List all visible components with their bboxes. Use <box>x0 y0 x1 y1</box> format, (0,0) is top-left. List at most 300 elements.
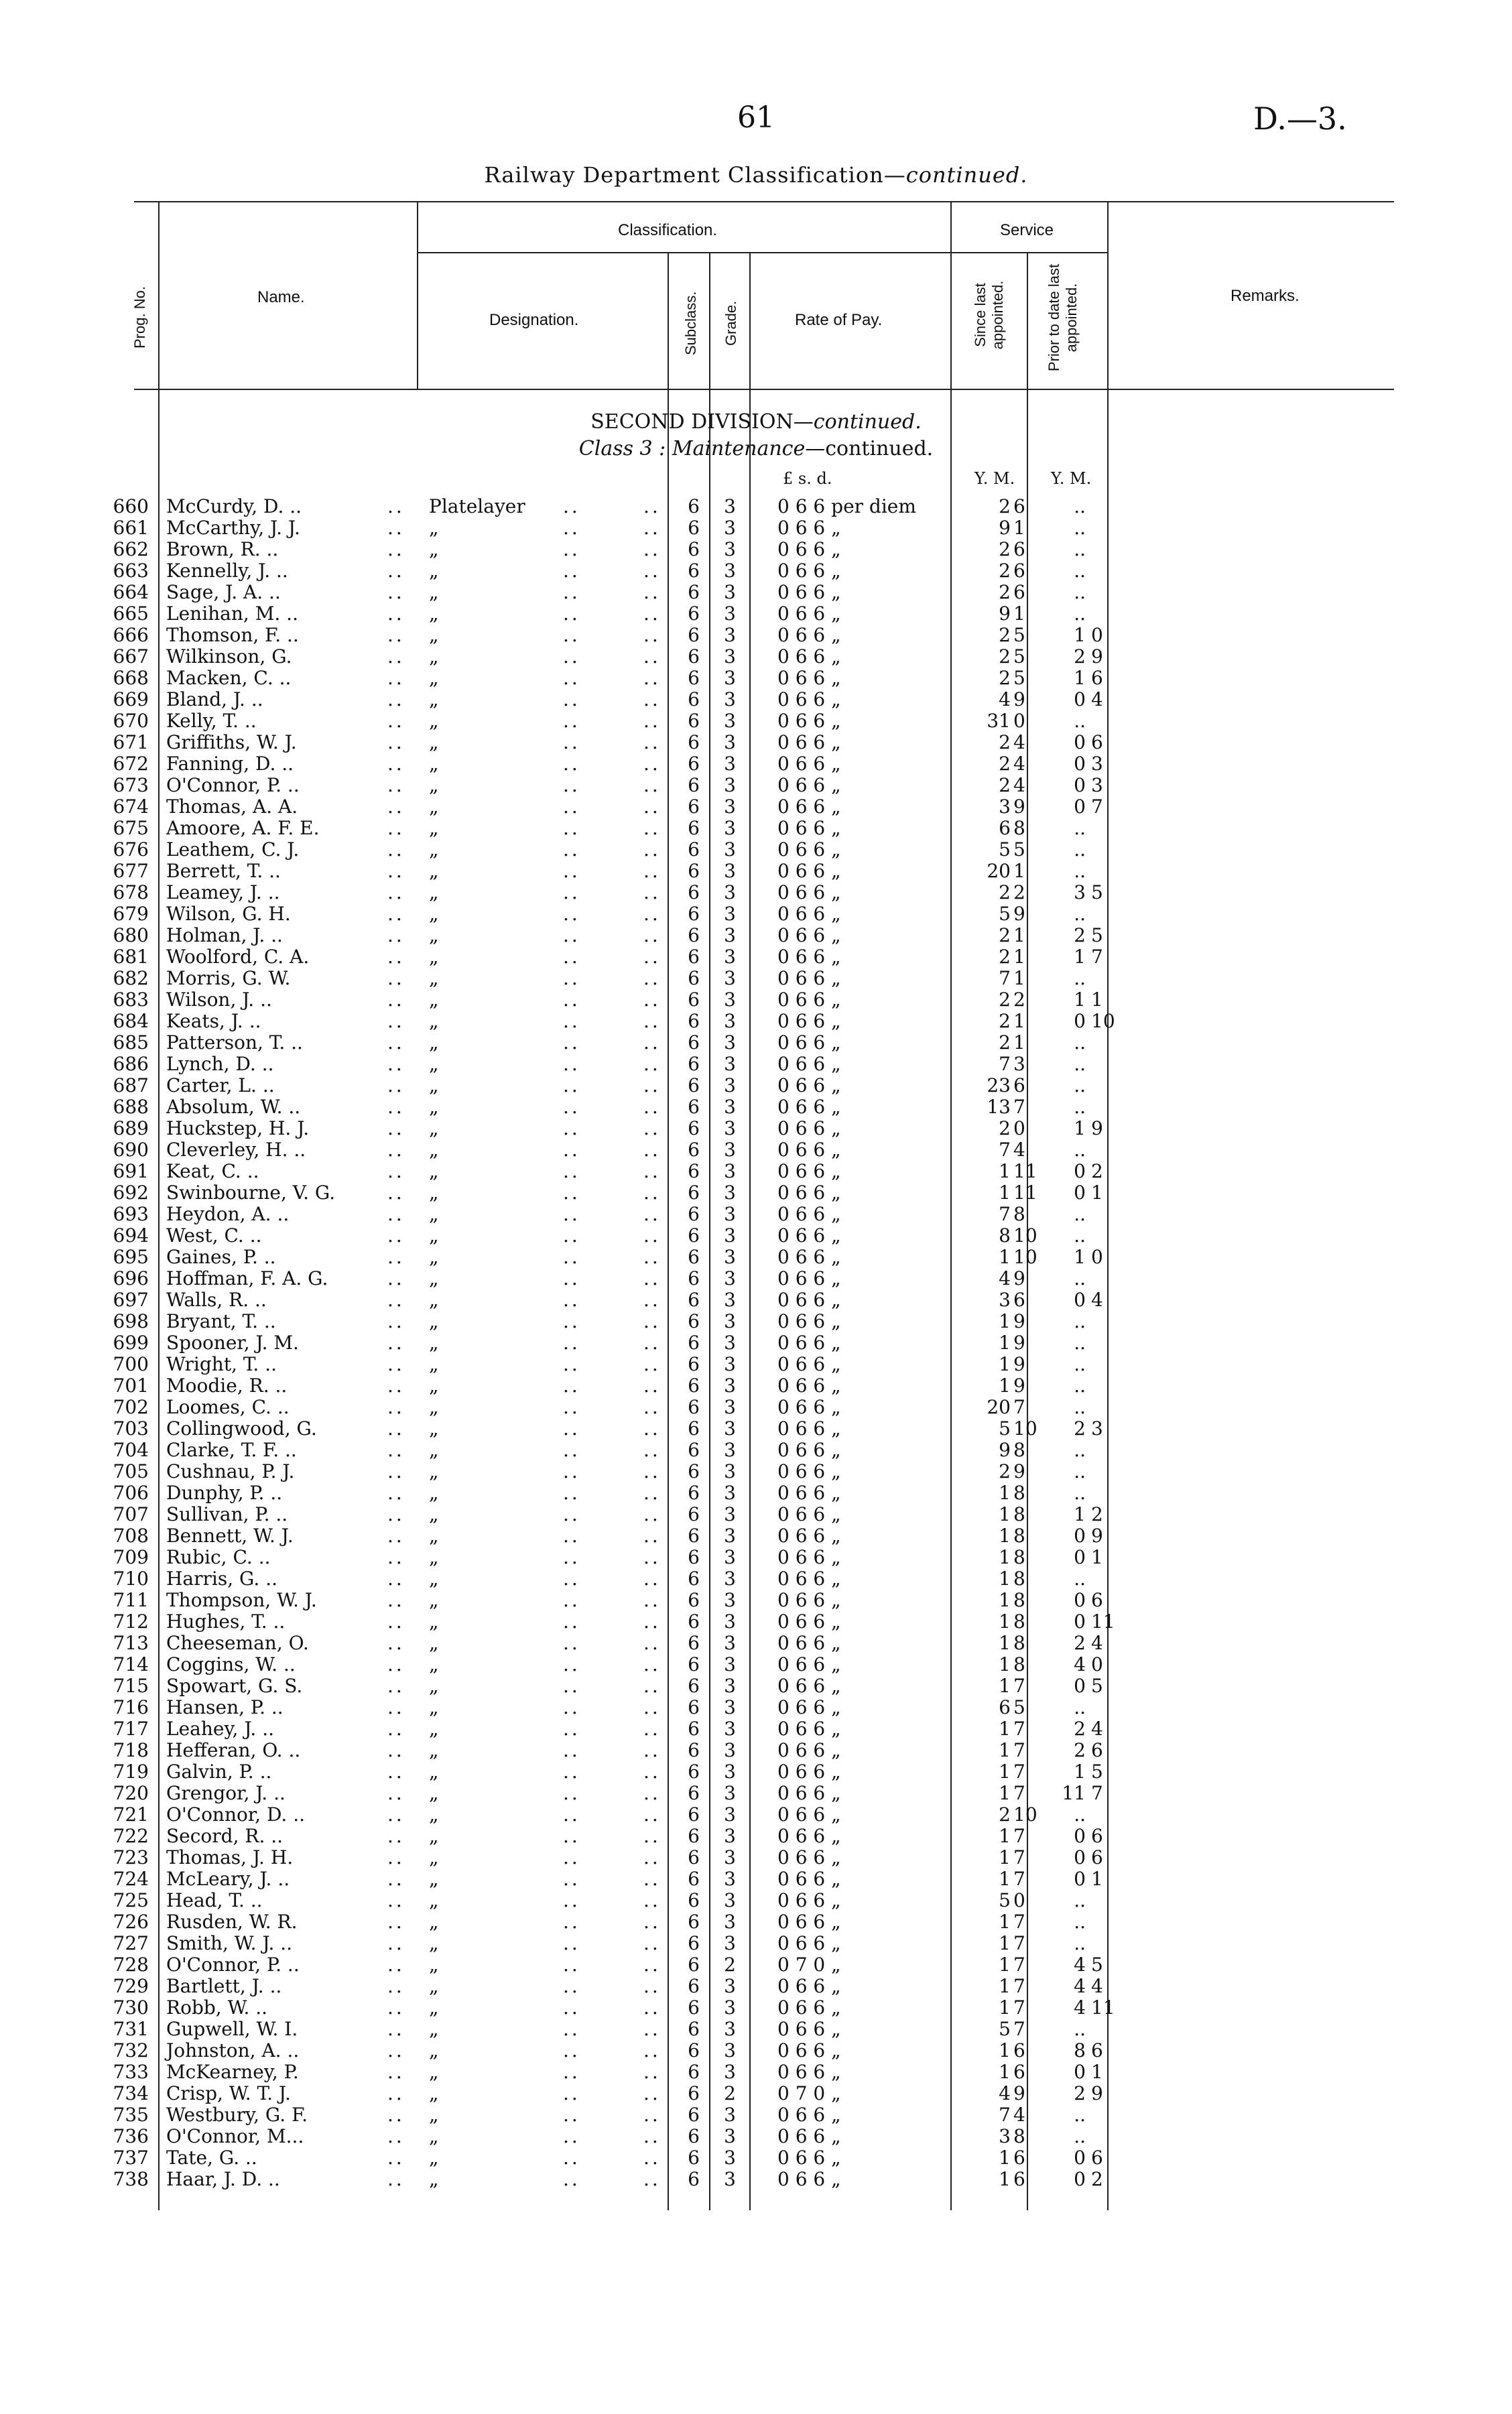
table-row <box>0 646 1512 668</box>
table-row <box>0 1375 1512 1397</box>
leader-dots: .. <box>563 1053 580 1075</box>
table-row <box>0 2083 1512 2104</box>
leader-dots: .. <box>643 1782 661 1804</box>
leader-dots: .. <box>387 1632 405 1654</box>
service-since-years: 1 <box>999 1782 1011 1804</box>
employee-name: O'Connor, D. .. <box>166 1803 306 1826</box>
grade: 3 <box>724 1610 736 1633</box>
leader-dots: .. <box>643 1010 661 1032</box>
employee-name: Coggins, W. .. <box>166 1653 296 1675</box>
employee-name: Thomas, A. A. <box>166 796 298 818</box>
table-row <box>0 1289 1512 1311</box>
leader-dots: .. <box>563 1954 580 1976</box>
leader-dots: .. <box>563 1203 580 1225</box>
service-since-months: 9 <box>1013 1460 1025 1482</box>
table-row <box>0 1654 1512 1675</box>
leader-dots: .. <box>643 1246 661 1268</box>
table-top-rule <box>134 201 1394 202</box>
rate-of-pay: 0 6 6 „ <box>777 1010 841 1032</box>
designation: „ <box>429 967 439 989</box>
employee-name: McCurdy, D. .. <box>166 495 302 517</box>
leader-dots: .. <box>563 1975 580 1997</box>
service-since-years: 4 <box>999 1267 1011 1289</box>
prog-no: 670 <box>113 710 149 732</box>
grade: 3 <box>724 817 736 839</box>
service-prior-years: .. <box>1074 1310 1086 1332</box>
subclass: 6 <box>688 946 700 968</box>
table-row <box>0 1204 1512 1225</box>
table-row <box>0 2019 1512 2040</box>
rate-of-pay: 0 6 6 „ <box>777 517 841 539</box>
leader-dots: .. <box>563 2168 580 2190</box>
service-prior-years: 0 <box>1074 1010 1086 1032</box>
subclass: 6 <box>688 581 700 603</box>
service-prior-years: .. <box>1074 1053 1086 1075</box>
service-prior-months: 1 <box>1091 2061 1103 2083</box>
table-row <box>0 1547 1512 1568</box>
employee-name: Haar, J. D. .. <box>166 2168 280 2190</box>
service-since-months: 8 <box>1013 2125 1025 2147</box>
subclass: 6 <box>688 645 700 668</box>
table-row <box>0 946 1512 968</box>
service-prior-months: 3 <box>1091 1417 1103 1440</box>
service-since-years: 1 <box>999 1568 1011 1590</box>
service-since-years: 1 <box>999 1482 1011 1504</box>
employee-name: Absolum, W. .. <box>166 1096 301 1118</box>
employee-name: Woolford, C. A. <box>166 946 310 968</box>
employee-name: Leathem, C. J. <box>166 838 300 861</box>
leader-dots: .. <box>563 1803 580 1826</box>
service-prior-months: 2 <box>1091 2168 1103 2190</box>
employee-name: Robb, W. .. <box>166 1996 268 2019</box>
service-prior-months: 9 <box>1091 2082 1103 2104</box>
table-row <box>0 1332 1512 1354</box>
subclass: 6 <box>688 774 700 796</box>
service-prior-years: 0 <box>1074 1160 1086 1182</box>
employee-name: Hansen, P. .. <box>166 1696 284 1718</box>
service-prior-months: 4 <box>1091 1289 1103 1311</box>
service-since-years: 7 <box>999 1053 1011 1075</box>
subclass: 6 <box>688 710 700 732</box>
prog-no: 683 <box>113 989 149 1011</box>
service-since-months: 7 <box>1013 1846 1025 1868</box>
rate-of-pay: 0 6 6 „ <box>777 538 841 560</box>
service-prior-years: 4 <box>1074 1996 1086 2019</box>
service-prior-years: 2 <box>1074 1632 1086 1654</box>
designation: „ <box>429 1932 439 1954</box>
leader-dots: .. <box>643 1696 661 1718</box>
leader-dots: .. <box>643 2147 661 2169</box>
service-since-years: 1 <box>999 1954 1011 1976</box>
service-since-months: 7 <box>1013 1396 1025 1418</box>
prog-no: 678 <box>113 881 149 903</box>
grade: 3 <box>724 1203 736 1225</box>
service-since-years: 2 <box>999 581 1011 603</box>
employee-name: Smith, W. J. .. <box>166 1932 293 1954</box>
service-since-years: 1 <box>999 1911 1011 1933</box>
service-prior-months: 7 <box>1091 796 1103 818</box>
table-row <box>0 1397 1512 1418</box>
header-prog-no: Prog. No. <box>131 286 148 348</box>
service-since-months: 8 <box>1013 1589 1025 1611</box>
table-row <box>0 1482 1512 1504</box>
class-continued: —continued. <box>805 437 934 460</box>
table-row <box>0 839 1512 861</box>
prog-no: 738 <box>113 2168 149 2190</box>
grade: 3 <box>724 560 736 582</box>
designation: „ <box>429 1096 439 1118</box>
table-row <box>0 1826 1512 1847</box>
designation: „ <box>429 1868 439 1890</box>
grade: 3 <box>724 1782 736 1804</box>
leader-dots: .. <box>643 1610 661 1633</box>
service-since-months: 6 <box>1013 495 1025 517</box>
service-prior-years: 2 <box>1074 645 1086 668</box>
leader-dots: .. <box>387 1482 405 1504</box>
service-since-months: 7 <box>1013 1911 1025 1933</box>
service-since-years: 1 <box>999 2039 1011 2061</box>
grade: 3 <box>724 1761 736 1783</box>
service-prior-months: 3 <box>1091 753 1103 775</box>
leader-dots: .. <box>563 1139 580 1161</box>
subclass: 6 <box>688 1460 700 1482</box>
grade: 3 <box>724 1117 736 1139</box>
grade: 3 <box>724 1911 736 1933</box>
grade: 3 <box>724 731 736 753</box>
rate-of-pay: 0 6 6 „ <box>777 967 841 989</box>
rate-of-pay: 0 6 6 „ <box>777 1503 841 1525</box>
rate-of-pay: 0 6 6 „ <box>777 1996 841 2019</box>
leader-dots: .. <box>387 1525 405 1547</box>
designation: „ <box>429 1439 439 1461</box>
leader-dots: .. <box>643 1653 661 1675</box>
service-since-months: 1 <box>1013 1010 1025 1032</box>
heading-main: Railway Department Classification— <box>484 162 906 188</box>
service-prior-years: 0 <box>1074 753 1086 775</box>
leader-dots: .. <box>563 1310 580 1332</box>
prog-no: 665 <box>113 602 149 625</box>
service-since-months: 4 <box>1013 753 1025 775</box>
table-row <box>0 2040 1512 2061</box>
subclass: 6 <box>688 1610 700 1633</box>
service-since-months: 5 <box>1013 838 1025 861</box>
designation: „ <box>429 667 439 689</box>
leader-dots: .. <box>643 1417 661 1440</box>
designation: „ <box>429 731 439 753</box>
page-number: 61 <box>737 101 775 135</box>
service-prior-months: 6 <box>1091 1589 1103 1611</box>
leader-dots: .. <box>643 1375 661 1397</box>
subclass: 6 <box>688 881 700 903</box>
table-row <box>0 1075 1512 1096</box>
service-prior-months: 9 <box>1091 645 1103 668</box>
leader-dots: .. <box>563 602 580 625</box>
grade: 3 <box>724 924 736 946</box>
service-prior-years: .. <box>1074 1911 1086 1933</box>
service-prior-months: 2 <box>1091 1160 1103 1182</box>
subclass: 6 <box>688 1975 700 1997</box>
subclass: 6 <box>688 1675 700 1697</box>
subclass: 6 <box>688 860 700 882</box>
employee-name: Cleverley, H. .. <box>166 1139 306 1161</box>
service-prior-years: .. <box>1074 1332 1086 1354</box>
subclass: 6 <box>688 731 700 753</box>
service-prior-years: .. <box>1074 860 1086 882</box>
service-since-months: 8 <box>1013 1439 1025 1461</box>
leader-dots: .. <box>387 1739 405 1761</box>
prog-no: 707 <box>113 1503 149 1525</box>
leader-dots: .. <box>387 967 405 989</box>
service-since-months: 7 <box>1013 1096 1025 1118</box>
table-row <box>0 1954 1512 1976</box>
employee-name: Holman, J. .. <box>166 924 283 946</box>
leader-dots: .. <box>563 1074 580 1096</box>
leader-dots: .. <box>387 1353 405 1375</box>
service-since-months: 4 <box>1013 774 1025 796</box>
prog-no: 727 <box>113 1932 149 1954</box>
service-prior-months: 4 <box>1091 1975 1103 1997</box>
service-prior-months: 11 <box>1091 1996 1115 2019</box>
subclass: 6 <box>688 1353 700 1375</box>
service-prior-years: 0 <box>1074 1825 1086 1847</box>
rate-of-pay: 0 6 6 „ <box>777 1932 841 1954</box>
rate-of-pay: 0 6 6 „ <box>777 688 841 710</box>
leader-dots: .. <box>387 581 405 603</box>
leader-dots: .. <box>643 946 661 968</box>
service-since-years: 1 <box>999 2147 1011 2169</box>
prog-no: 718 <box>113 1739 149 1761</box>
leader-dots: .. <box>563 1417 580 1440</box>
subclass: 6 <box>688 2168 700 2190</box>
grade: 3 <box>724 1675 736 1697</box>
service-since-years: 7 <box>999 967 1011 989</box>
subclass: 6 <box>688 2082 700 2104</box>
service-since-months: 5 <box>1013 645 1025 668</box>
header-grade: Grade. <box>722 300 739 346</box>
designation: „ <box>429 710 439 732</box>
prog-no: 675 <box>113 817 149 839</box>
prog-no: 720 <box>113 1782 149 1804</box>
service-since-months: 8 <box>1013 1482 1025 1504</box>
service-prior-months: 11 <box>1091 1610 1115 1633</box>
leader-dots: .. <box>563 1739 580 1761</box>
leader-dots: .. <box>563 1160 580 1182</box>
rate-of-pay: 0 6 6 „ <box>777 1246 841 1268</box>
subclass: 6 <box>688 1503 700 1525</box>
grade: 3 <box>724 602 736 625</box>
service-since-months: 1 <box>1013 946 1025 968</box>
leader-dots: .. <box>643 774 661 796</box>
employee-name: O'Connor, P. .. <box>166 1954 300 1976</box>
prog-no: 700 <box>113 1353 149 1375</box>
table-row <box>0 517 1512 539</box>
prog-no: 721 <box>113 1803 149 1826</box>
table-row <box>0 1933 1512 1954</box>
table-row <box>0 1611 1512 1633</box>
rate-of-pay: 0 6 6 „ <box>777 989 841 1011</box>
subclass: 6 <box>688 1568 700 1590</box>
grade: 3 <box>724 2039 736 2061</box>
prog-no: 669 <box>113 688 149 710</box>
leader-dots: .. <box>387 645 405 668</box>
employee-name: McLeary, J. .. <box>166 1868 290 1890</box>
table-row <box>0 1847 1512 1868</box>
table-row <box>0 796 1512 818</box>
grade: 2 <box>724 1954 736 1976</box>
subclass: 6 <box>688 753 700 775</box>
rate-of-pay: 0 6 6 „ <box>777 753 841 775</box>
leader-dots: .. <box>563 1117 580 1139</box>
leader-dots: .. <box>563 2039 580 2061</box>
prog-no: 728 <box>113 1954 149 1976</box>
subclass: 6 <box>688 2104 700 2126</box>
service-since-years: 1 <box>999 1739 1011 1761</box>
leader-dots: .. <box>643 1568 661 1590</box>
subclass: 6 <box>688 1696 700 1718</box>
rate-of-pay: 0 6 6 „ <box>777 1825 841 1847</box>
grade: 3 <box>724 1375 736 1397</box>
subclass: 6 <box>688 2018 700 2040</box>
service-since-months: 7 <box>1013 1761 1025 1783</box>
rate-of-pay: 0 6 6 „ <box>777 1396 841 1418</box>
designation: „ <box>429 1610 439 1633</box>
rate-of-pay: 0 6 6 „ <box>777 1139 841 1161</box>
leader-dots: .. <box>563 2104 580 2126</box>
service-since-months: 8 <box>1013 1546 1025 1568</box>
designation: „ <box>429 1417 439 1440</box>
grade: 3 <box>724 517 736 539</box>
service-since-months: 1 <box>1013 967 1025 989</box>
leader-dots: .. <box>387 1074 405 1096</box>
employee-name: McKearney, P. <box>166 2061 299 2083</box>
prog-no: 692 <box>113 1182 149 1204</box>
service-prior-years: 1 <box>1074 1117 1086 1139</box>
service-since-years: 31 <box>987 710 1011 732</box>
service-since-years: 2 <box>999 753 1011 775</box>
service-prior-years: .. <box>1074 517 1086 539</box>
prog-no: 661 <box>113 517 149 539</box>
leader-dots: .. <box>387 1246 405 1268</box>
service-prior-months: 5 <box>1091 1761 1103 1783</box>
leader-dots: .. <box>563 710 580 732</box>
leader-dots: .. <box>563 688 580 710</box>
subclass: 6 <box>688 1267 700 1289</box>
service-since-months: 9 <box>1013 1375 1025 1397</box>
rate-of-pay: 0 6 6 „ <box>777 1310 841 1332</box>
grade: 3 <box>724 1503 736 1525</box>
leader-dots: .. <box>387 2147 405 2169</box>
subclass: 6 <box>688 1096 700 1118</box>
leader-dots: .. <box>563 1010 580 1032</box>
subclass: 6 <box>688 602 700 625</box>
subclass: 6 <box>688 1868 700 1890</box>
subclass: 6 <box>688 1653 700 1675</box>
leader-dots: .. <box>387 2061 405 2083</box>
prog-no: 719 <box>113 1761 149 1783</box>
service-prior-months: 6 <box>1091 2147 1103 2169</box>
table-row <box>0 496 1512 517</box>
designation: „ <box>429 560 439 582</box>
table-row <box>0 1139 1512 1161</box>
leader-dots: .. <box>563 1911 580 1933</box>
prog-no: 717 <box>113 1718 149 1740</box>
employee-name: Moodie, R. .. <box>166 1375 288 1397</box>
leader-dots: .. <box>643 1996 661 2019</box>
subclass: 6 <box>688 1074 700 1096</box>
designation: „ <box>429 1889 439 1911</box>
service-since-months: 2 <box>1013 881 1025 903</box>
grade: 3 <box>724 838 736 861</box>
service-prior-months: 6 <box>1091 2039 1103 2061</box>
rate-of-pay: 0 6 6 „ <box>777 1525 841 1547</box>
service-since-years: 1 <box>999 1375 1011 1397</box>
leader-dots: .. <box>387 1417 405 1440</box>
service-prior-years: .. <box>1074 903 1086 925</box>
leader-dots: .. <box>563 1761 580 1783</box>
leader-dots: .. <box>643 538 661 560</box>
subclass: 6 <box>688 1803 700 1826</box>
grade: 3 <box>724 1139 736 1161</box>
service-prior-months: 0 <box>1091 1653 1103 1675</box>
designation: „ <box>429 1782 439 1804</box>
leader-dots: .. <box>563 1503 580 1525</box>
service-prior-years: .. <box>1074 1460 1086 1482</box>
designation: „ <box>429 1482 439 1504</box>
rate-of-pay: 0 6 6 „ <box>777 1353 841 1375</box>
employee-name: Wright, T. .. <box>166 1353 277 1375</box>
table-row <box>0 1418 1512 1440</box>
leader-dots: .. <box>643 1911 661 1933</box>
leader-dots: .. <box>563 1031 580 1054</box>
prog-no: 710 <box>113 1568 149 1590</box>
leader-dots: .. <box>387 1160 405 1182</box>
leader-dots: .. <box>643 1160 661 1182</box>
designation: „ <box>429 1396 439 1418</box>
grade: 3 <box>724 1803 736 1826</box>
service-prior-years: .. <box>1074 1203 1086 1225</box>
designation: „ <box>429 1503 439 1525</box>
leader-dots: .. <box>643 1589 661 1611</box>
leader-dots: .. <box>387 1010 405 1032</box>
leader-dots: .. <box>563 560 580 582</box>
rate-of-pay: 0 6 6 „ <box>777 1074 841 1096</box>
service-prior-months: 4 <box>1091 1632 1103 1654</box>
subclass: 6 <box>688 1203 700 1225</box>
leader-dots: .. <box>387 1546 405 1568</box>
designation: „ <box>429 1632 439 1654</box>
designation: „ <box>429 903 439 925</box>
leader-dots: .. <box>643 581 661 603</box>
leader-dots: .. <box>643 1675 661 1697</box>
prog-no: 689 <box>113 1117 149 1139</box>
employee-name: Spowart, G. S. <box>166 1675 303 1697</box>
leader-dots: .. <box>387 774 405 796</box>
employee-name: Head, T. .. <box>166 1889 263 1911</box>
leader-dots: .. <box>563 1353 580 1375</box>
leader-dots: .. <box>643 1031 661 1054</box>
prog-no: 704 <box>113 1439 149 1461</box>
header-prior-to-date: Prior to date last appointed. <box>1046 263 1080 372</box>
service-prior-months: 6 <box>1091 731 1103 753</box>
service-since-months: 10 <box>1013 1224 1037 1247</box>
leader-dots: .. <box>387 1139 405 1161</box>
employee-name: Thompson, W. J. <box>166 1589 317 1611</box>
prog-no: 725 <box>113 1889 149 1911</box>
table-row <box>0 1718 1512 1740</box>
service-prior-years: 0 <box>1074 774 1086 796</box>
table-row <box>0 710 1512 732</box>
pay-units: £ s. d. <box>783 469 832 488</box>
